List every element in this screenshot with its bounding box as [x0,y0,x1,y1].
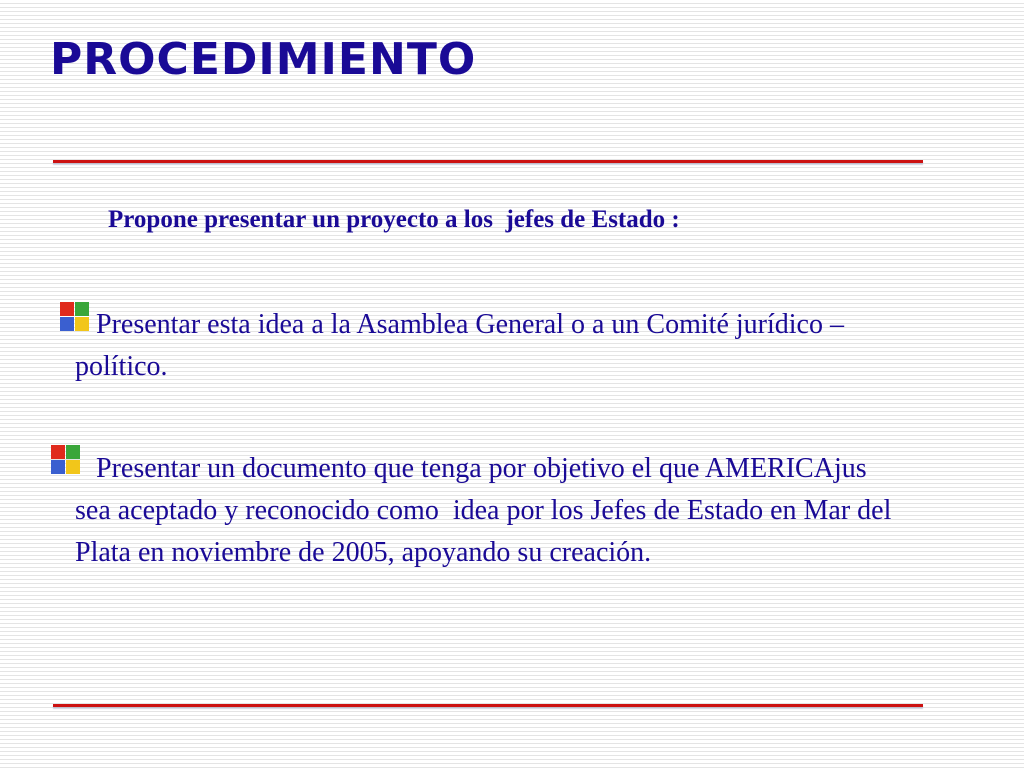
top-divider [53,160,923,163]
bullet-item: Presentar un documento que tenga por objetivo el que AMERICAjus sea aceptado y reconocido como idea por los Jefes de Estado en Mar del Plata en noviembre de 2005, apoyando su creación. [75,453,899,568]
bullet-item: Presentar esta idea a la Asamblea General o a un Comité jurídico – político. [75,309,851,382]
slide-title: PROCEDIMIENTO [50,34,477,85]
bottom-divider [53,704,923,707]
slide-subtitle: Propone presentar un proyecto a los jefes de Estado : [108,206,680,233]
